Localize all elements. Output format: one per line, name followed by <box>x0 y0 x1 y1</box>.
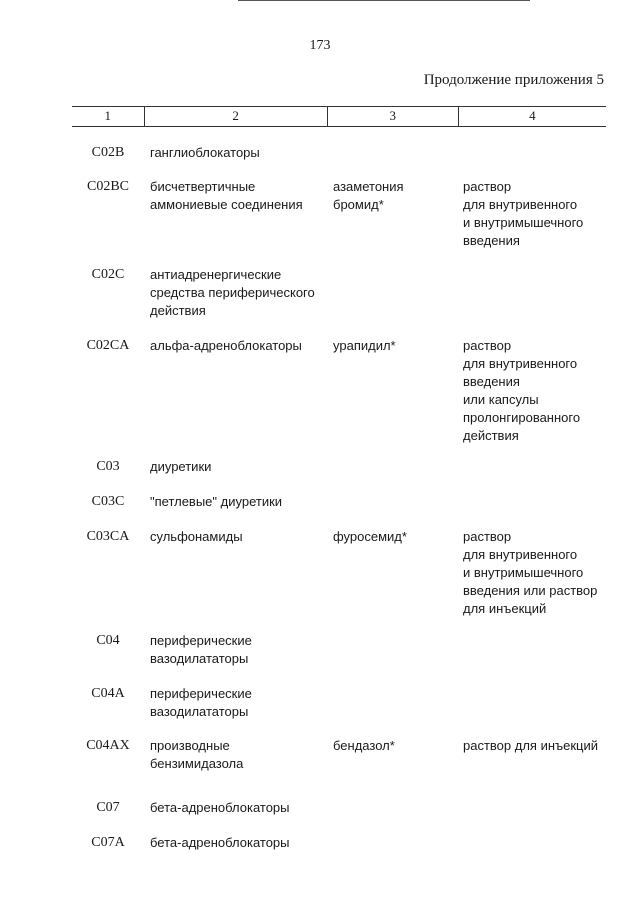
group-name: бисчетвертичные аммониевые соединения <box>150 179 303 212</box>
group-name: антиадренергические средства периферического действия <box>150 267 315 318</box>
drug-name: фуросемид* <box>333 529 407 544</box>
atc-code: C02BC <box>86 179 129 194</box>
atc-code: C04A <box>91 686 125 701</box>
group-name: альфа-адреноблокаторы <box>150 338 302 353</box>
top-rule <box>238 0 530 1</box>
drug-name: урапидил* <box>333 338 396 353</box>
atc-code: C07A <box>91 835 125 850</box>
drug-name: бендазол* <box>333 738 395 753</box>
drug-name: азаметония бромид* <box>333 179 404 212</box>
group-name: ганглиоблокаторы <box>150 145 260 160</box>
column-header-2: 2 <box>145 107 328 126</box>
atc-code: C03C <box>91 494 125 509</box>
group-name: периферические вазодилататоры <box>150 633 252 666</box>
column-header-1: 1 <box>72 107 145 126</box>
appendix-title: Продолжение приложения 5 <box>423 72 604 88</box>
dosage-form: раствор для внутривенного и внутримышечного введения или раствор для инъекций <box>463 529 598 616</box>
group-name: периферические вазодилататоры <box>150 686 252 719</box>
atc-code: C02C <box>91 267 125 282</box>
atc-code: C03 <box>96 459 120 474</box>
atc-code: C04 <box>96 633 120 648</box>
atc-code: C04AX <box>86 738 130 753</box>
group-name: диуретики <box>150 459 212 474</box>
atc-code: C07 <box>96 800 120 815</box>
page-number: 173 <box>309 38 331 53</box>
atc-code: C02B <box>91 145 125 160</box>
column-header-4: 4 <box>529 108 536 123</box>
group-name: "петлевые" диуретики <box>150 494 283 509</box>
column-header-3: 3 <box>328 107 459 126</box>
group-name: бета-адреноблокаторы <box>150 800 290 815</box>
group-name: сульфонамиды <box>150 529 243 544</box>
group-name: бета-адреноблокаторы <box>150 835 290 850</box>
group-name: производные бензимидазола <box>150 738 244 771</box>
dosage-form: раствор для внутривенного введения или капсулы пролонгированного действия <box>463 338 581 443</box>
dosage-form: раствор для внутривенного и внутримышечного введения <box>463 179 584 248</box>
dosage-form: раствор для инъекций <box>463 738 599 753</box>
atc-code: C02CA <box>86 338 130 353</box>
table-header <box>72 106 606 127</box>
atc-code: C03CA <box>86 529 130 544</box>
